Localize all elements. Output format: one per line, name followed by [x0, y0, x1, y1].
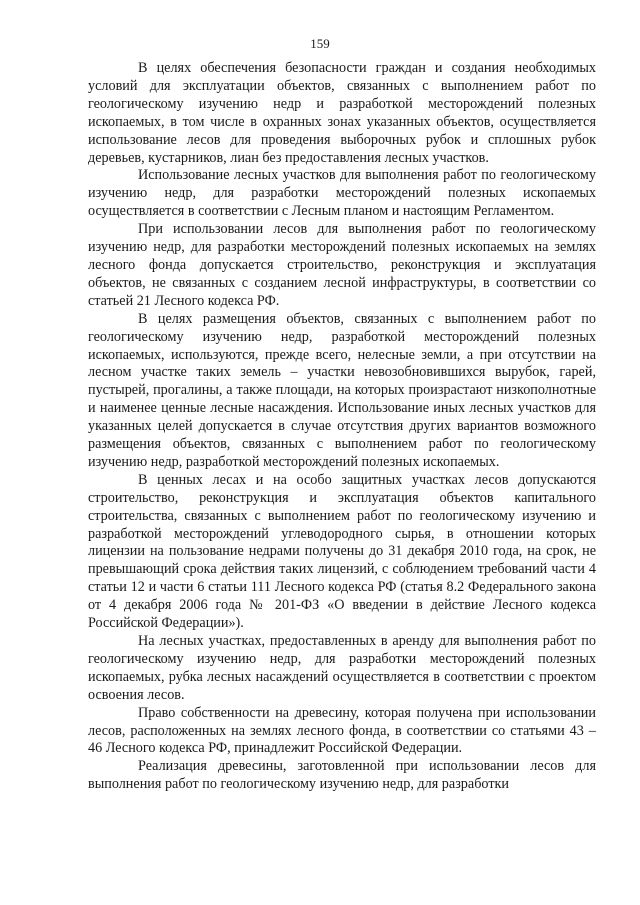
page-number: 159	[310, 36, 330, 51]
paragraph-wood-sale: Реализация древесины, заготовленной при использовании лесов для выполнения работ по геологическому изучению недр, для разработки	[88, 758, 596, 793]
paragraph-object-placement: В целях размещения объектов, связанных с выполнением работ по геологическому изучению недр, разработкой месторождений полезных ископаемых, используются, прежде всего, нелесные земли, а при отсутствии на лесном участке таких земель – участки невозобновившихся вырубок, гарей, пустырей, прогалины, а также площади, на которых произрастают низкополнотные и наименее ценные лесные насаждения. Использование иных лесных участков для указанных целей допускается в случае отсутствия других вариантов возможного размещения объектов, связанных с выполнением работ по геологическому изучению недр, разработкой месторождений полезных ископаемых.	[88, 310, 596, 470]
paragraph-valuable-forests: В ценных лесах и на особо защитных участках лесов допускаются строительство, реконструкция и эксплуатация объектов капитального строительства, связанных с выполнением работ по геологическому изучению и разработкой месторождений углеводородного сырья, в отношении которых лицензии на пользование недрами получены до 31 декабря 2010 года, на срок, не превышающий срока действия таких лицензий, с соблюдением требований части 4 статьи 12 и части 6 статьи 111 Лесного кодекса РФ (статья 8.2 Федерального закона от 4 декабря 2006 года № 201-ФЗ «О введении в действие Лесного кодекса Российской Федерации»).	[88, 471, 596, 632]
paragraph-wood-ownership: Право собственности на древесину, которая получена при использовании лесов, расположенных на землях лесного фонда, в соответствии со статьями 43 – 46 Лесного кодекса РФ, принадлежит Российской Федерации.	[88, 704, 596, 757]
paragraph-safety-logging: В целях обеспечения безопасности граждан и создания необходимых условий для эксплуатации объектов, связанных с выполнением работ по геологическому изучению недр и разработкой месторождений полезных ископаемых, в том числе в охранных зонах указанных объектов, осуществляется использование лесов для проведения выборочных рубок и сплошных рубок деревьев, кустарников, лиан без предоставления лесных участков.	[88, 60, 596, 166]
document-body	[88, 60, 596, 794]
paragraph-construction-allowed: При использовании лесов для выполнения работ по геологическому изучению недр, для разработки месторождений полезных ископаемых на землях лесного фонда допускается строительство, реконструкция и эксплуатация объектов, не связанных с созданием лесной инфраструктуры, в соответствии со статьей 21 Лесного кодекса РФ.	[88, 221, 596, 309]
paragraph-forest-plan: Использование лесных участков для выполнения работ по геологическому изучению недр, для разработки месторождений полезных ископаемых осуществляется в соответствии с Лесным планом и настоящим Регламентом.	[88, 167, 596, 220]
paragraph-leased-plots: На лесных участках, предоставленных в аренду для выполнения работ по геологическому изучению недр, для разработки месторождений полезных ископаемых, рубка лесных насаждений осуществляется в соответствии с проектом освоения лесов.	[88, 633, 596, 703]
